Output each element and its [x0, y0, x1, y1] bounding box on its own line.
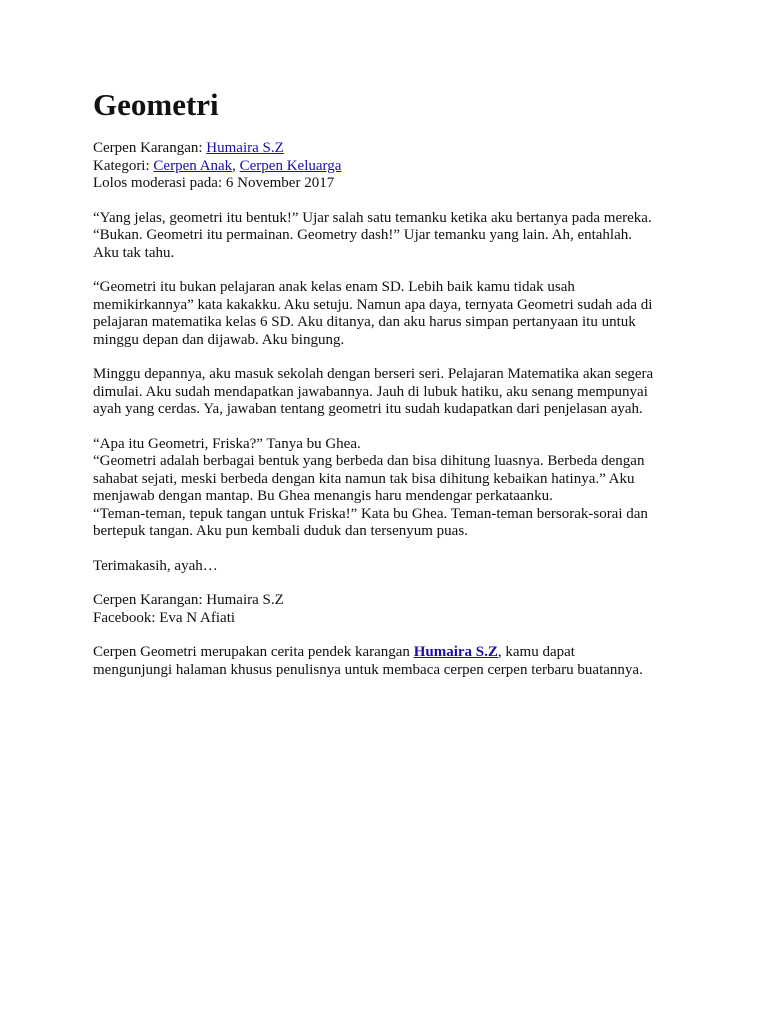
closing-paragraph — [93, 644, 683, 679]
closing-line-2: mengunjungi halaman khusus penulisnya untuk membaca cerpen cerpen terbaru buatannya. — [93, 661, 643, 678]
author-link[interactable]: Humaira S.Z — [206, 140, 284, 156]
category-label: Kategori: — [93, 157, 154, 174]
category-line — [93, 158, 683, 176]
paragraph-line: minggu depan dan dijawab. Aku bingung. — [93, 331, 345, 348]
story-paragraph — [93, 279, 683, 349]
paragraph-line: memikirkannya” kata kakakku. Aku setuju. Namun apa daya, ternyata Geometri sudah ada di — [93, 296, 653, 313]
paragraph-line: Terimakasih, ayah… — [93, 557, 218, 574]
story-paragraph — [93, 210, 683, 263]
paragraph-line: “Geometri itu bukan pelajaran anak kelas enam SD. Lebih baik kamu tidak usah — [93, 279, 575, 295]
paragraph-line: “Bukan. Geometri itu permainan. Geometry dash!” Ujar temanku yang lain. Ah, entahlah. — [93, 227, 632, 243]
story-paragraph — [93, 592, 683, 627]
author-line — [93, 140, 683, 158]
category-separator: , — [232, 157, 240, 174]
category-link-cerpen-keluarga[interactable]: Cerpen Keluarga — [239, 157, 342, 174]
closing-prefix: Cerpen Geometri merupakan cerita pendek karangan — [93, 644, 414, 660]
closing-author-link[interactable]: Humaira S.Z — [413, 644, 498, 660]
paragraph-line: Minggu depannya, aku masuk sekolah dengan berseri seri. Pelajaran Matematika akan segera — [93, 366, 654, 382]
paragraph-line: bertepuk tangan. Aku pun kembali duduk dan tersenyum puas. — [93, 523, 468, 539]
paragraph-line: Aku tak tahu. — [93, 244, 175, 261]
story-paragraph — [93, 436, 683, 541]
paragraph-line: menjawab dengan mantap. Bu Ghea menangis haru mendengar perkataanku. — [93, 488, 553, 504]
story-body — [93, 210, 683, 628]
paragraph-line: “Yang jelas, geometri itu bentuk!” Ujar salah satu temanku ketika aku bertanya pada mereka. — [93, 209, 652, 226]
story-paragraph — [93, 366, 683, 419]
author-label: Cerpen Karangan: — [93, 140, 207, 156]
paragraph-line: pelajaran matematika kelas 6 SD. Aku ditanya, dan aku harus simpan pertanyaan itu untuk — [93, 314, 636, 330]
paragraph-line: sahabat sejati, meski berbeda dengan kita namun tak bisa dihitung kebaikan hatinya.” Aku — [93, 470, 635, 487]
paragraph-line: ayah yang cerdas. Ya, jawaban tentang geometri itu sudah kudapatkan dari penjelasan ayah. — [93, 401, 643, 417]
paragraph-line: “Apa itu Geometri, Friska?” Tanya bu Ghea. — [93, 435, 361, 452]
paragraph-line: “Geometri adalah berbagai bentuk yang berbeda dan bisa dihitung luasnya. Berbeda dengan — [93, 453, 645, 469]
paragraph-line: Facebook: Eva N Afiati — [93, 609, 236, 626]
paragraph-line: dimulai. Aku sudah mendapatkan jawabannya. Jauh di lubuk hatiku, aku senang mempunyai — [93, 383, 648, 400]
closing-suffix: , kamu dapat — [497, 644, 575, 660]
closing-line-1 — [93, 644, 683, 662]
article — [93, 88, 683, 696]
story-paragraph — [93, 558, 683, 576]
category-link-cerpen-anak[interactable]: Cerpen Anak — [153, 157, 233, 174]
article-meta — [93, 140, 683, 193]
moderation-date: Lolos moderasi pada: 6 November 2017 — [93, 175, 335, 191]
page-title: Geometri — [93, 87, 219, 122]
paragraph-line: Cerpen Karangan: Humaira S.Z — [93, 592, 284, 608]
paragraph-line: “Teman-teman, tepuk tangan untuk Friska!” Kata bu Ghea. Teman-teman bersorak-sorai dan — [93, 505, 648, 522]
